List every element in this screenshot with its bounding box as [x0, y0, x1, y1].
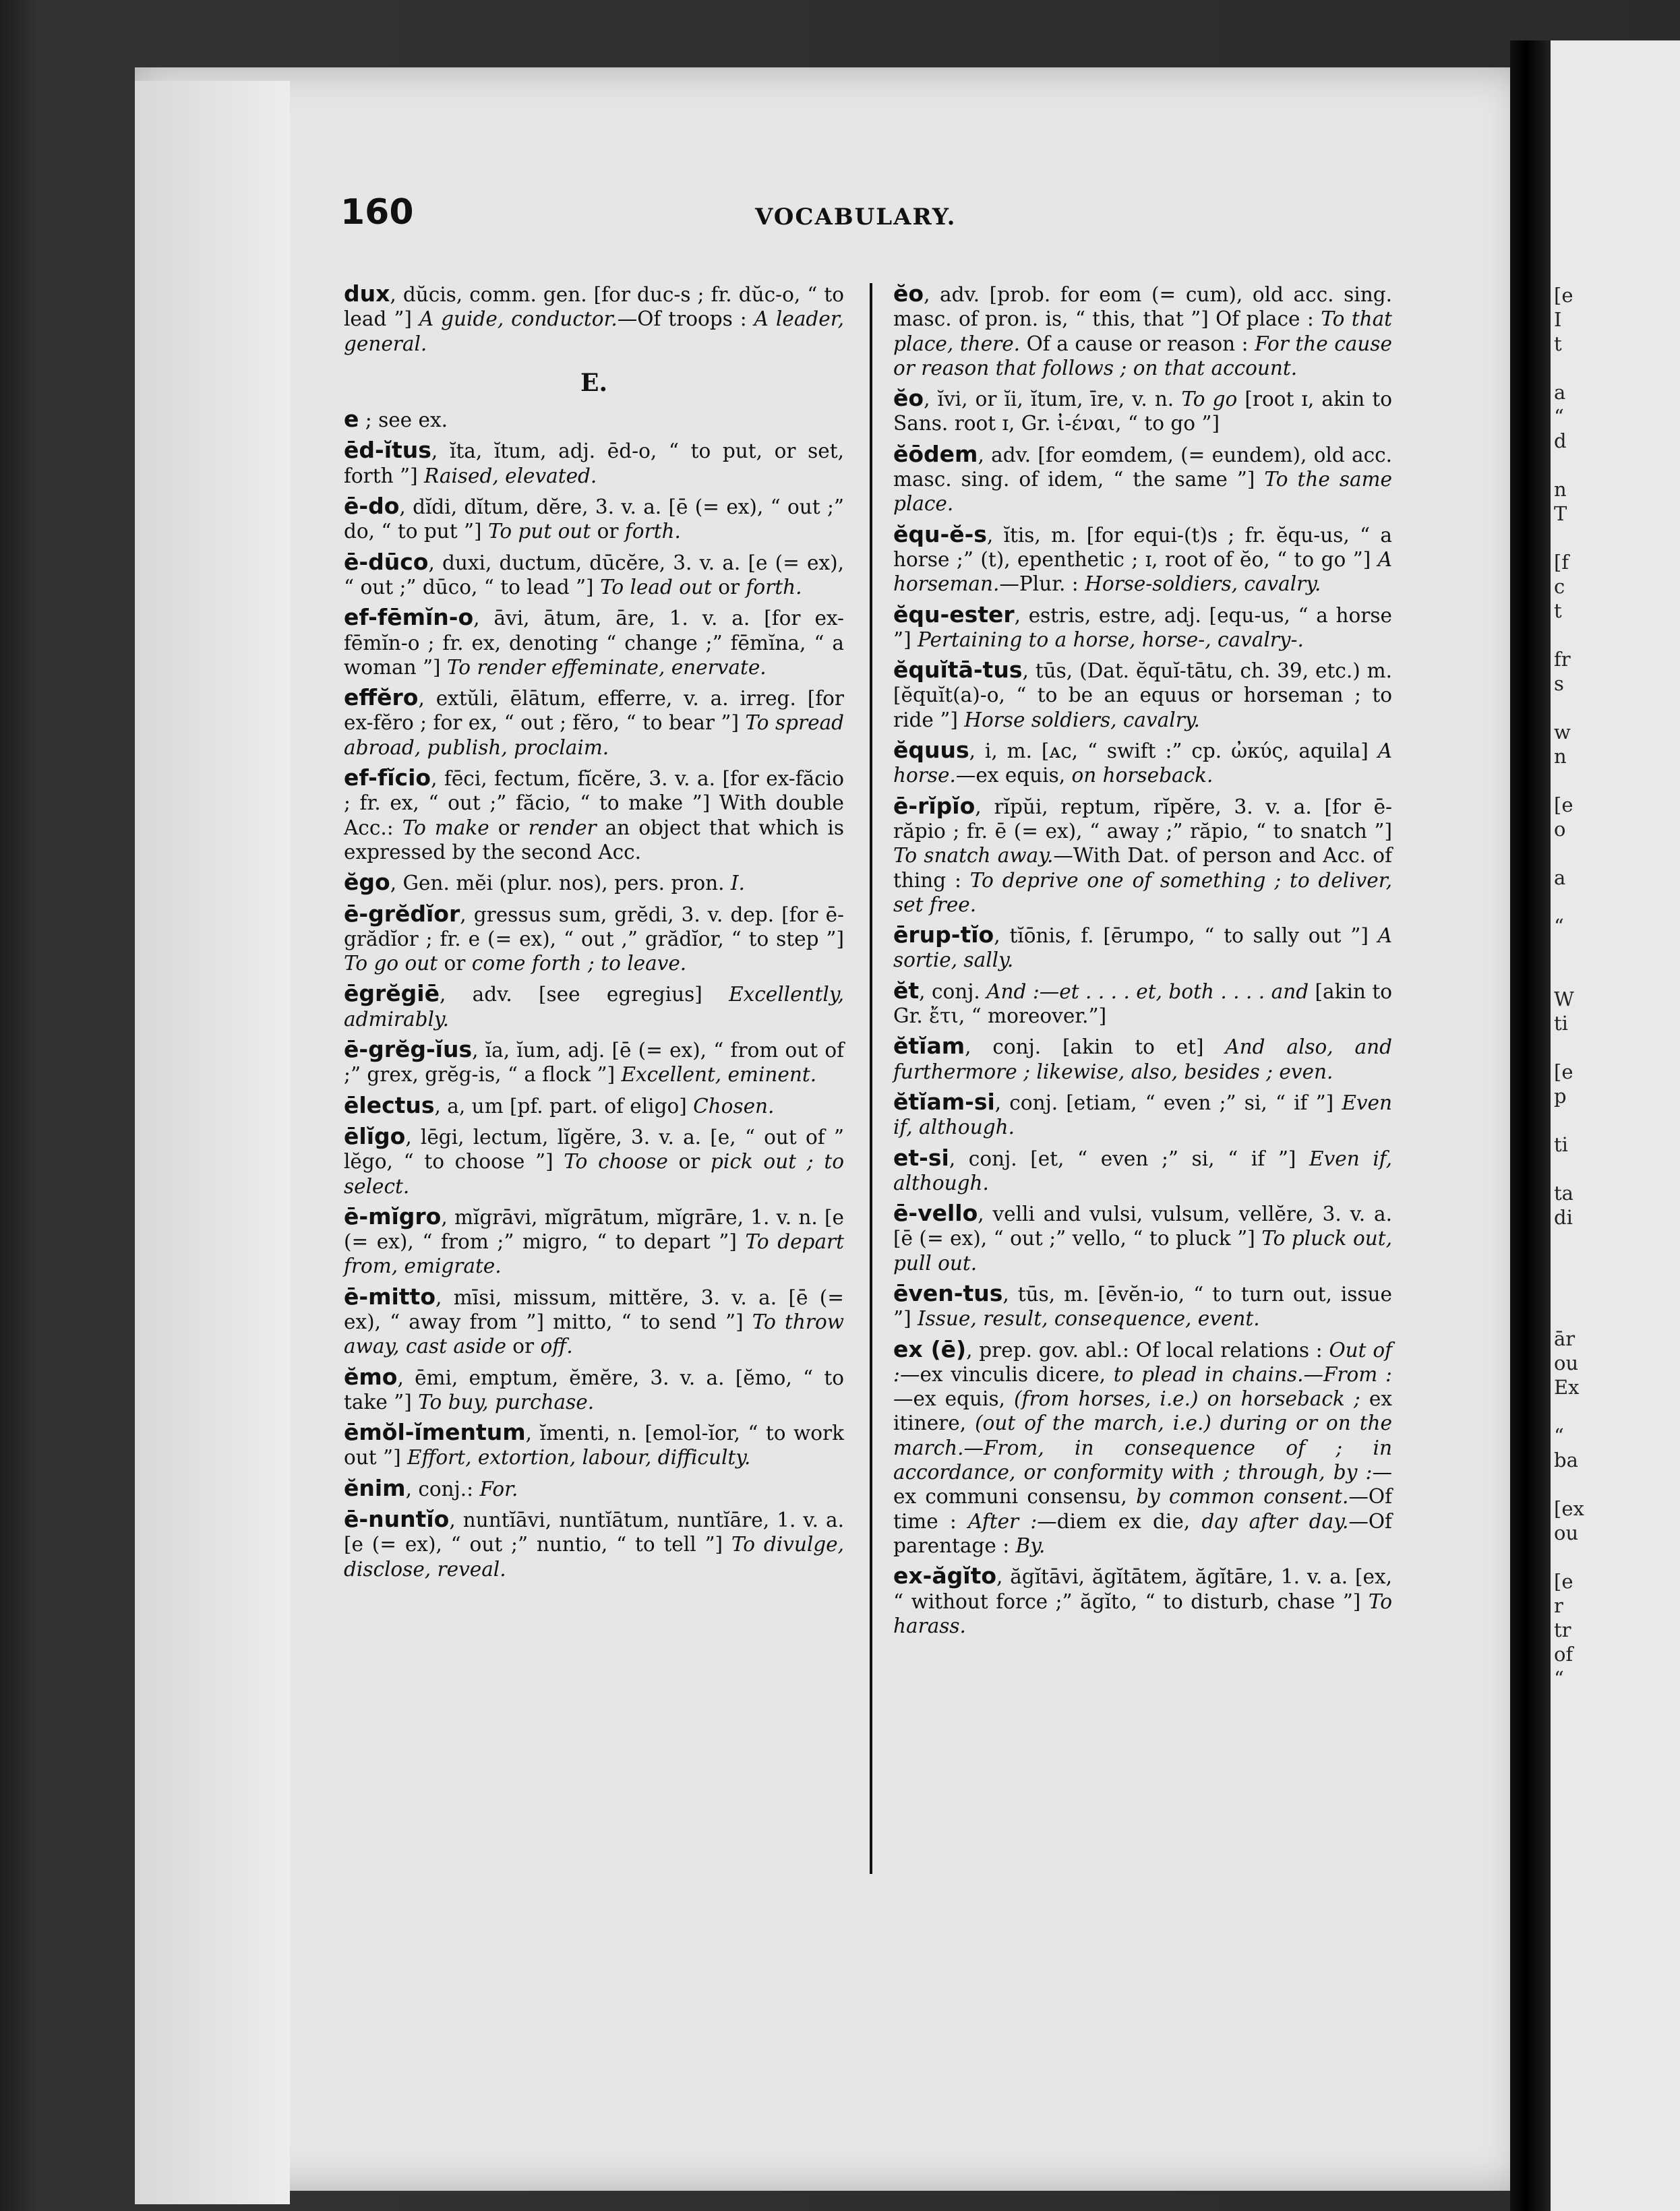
headword: ĕnim — [344, 1474, 406, 1501]
entry-definition: —Of time : — [893, 1485, 1392, 1533]
entry-definition: ; see ex. — [359, 408, 448, 432]
entry-translation: day after day. — [1201, 1509, 1349, 1533]
entry-translation: I. — [730, 872, 745, 895]
entry-translation: render — [528, 816, 597, 839]
entry-definition: , ĭta, ĭtum, adj. ēd-o, “ to put, or set, forth ”] — [344, 440, 844, 487]
entry-definition: , ēmi, emptum, ĕmĕre, 3. v. a. [ĕmo, “ to take ”] — [344, 1366, 844, 1414]
next-page-fragment: o — [1554, 818, 1566, 841]
next-page-fragment — [1554, 1108, 1680, 1132]
headword: ē-grĕdĭor — [344, 900, 460, 927]
entry-definition: Of troops : — [637, 307, 754, 331]
entry-definition: , extŭli, ēlātum, efferre, v. a. irreg. [for ex-fĕro ; for ex, “ out ; fĕro, “ to bear ”] — [344, 687, 844, 735]
next-page-fragment — [1554, 1302, 1680, 1327]
entry-definition: , dŭcis, comm. gen. [for duc-s ; fr. dŭc-o, “ to lead ”] — [344, 283, 844, 331]
next-page-fragment: W — [1554, 988, 1574, 1010]
next-page-fragment — [1554, 453, 1680, 477]
entry-translation: To lead out — [599, 575, 712, 599]
entry-definition: —diem ex die, — [1037, 1509, 1202, 1533]
dictionary-entry — [893, 1034, 1392, 1084]
next-page-fragment — [1554, 1157, 1680, 1181]
dictionary-entry — [344, 282, 844, 356]
next-page-fragment: s — [1554, 672, 1564, 695]
entry-definition: , estris, estre, adj. [equ-us, “ a horse ”] — [893, 603, 1392, 651]
headword: ē-mĭgro — [344, 1203, 442, 1230]
dictionary-entry — [893, 738, 1392, 788]
entry-translation: off. — [540, 1335, 573, 1358]
entry-definition: or — [591, 520, 625, 543]
next-page-fragment — [1554, 356, 1680, 380]
entry-definition: , a, um [pf. part. of eligo] — [434, 1094, 694, 1118]
entry-translation: Issue, result, consequence, event. — [917, 1307, 1260, 1331]
headword: ef-fēmĭn-o — [344, 604, 474, 631]
dictionary-entry — [344, 766, 844, 864]
entry-definition: [root ɪ, akin to Sans. root ɪ, Gr. ἰ-έναι, “ to go ”] — [893, 388, 1392, 435]
next-page-fragment — [1554, 890, 1680, 914]
dictionary-entry — [344, 1205, 844, 1279]
next-page-fragment: w — [1554, 721, 1571, 744]
entry-translation: After : — [968, 1509, 1038, 1533]
entry-translation: Horse soldiers, cavalry. — [964, 708, 1200, 731]
entry-definition: , conj.: — [405, 1477, 480, 1501]
entry-translation: To go — [1181, 388, 1238, 411]
dictionary-entry — [344, 1285, 844, 1359]
dictionary-entry — [893, 442, 1392, 516]
entry-definition: ex itinere, — [893, 1387, 1392, 1435]
entry-definition: , conj. — [919, 979, 987, 1003]
entry-definition: or — [489, 816, 529, 839]
entry-definition: , conj. [akin to et] — [965, 1035, 1226, 1059]
headword: ex (ē) — [893, 1335, 967, 1362]
entry-translation: To deprive one of something ; to deliver, set free. — [893, 868, 1393, 916]
dictionary-entry — [893, 1201, 1392, 1275]
entry-translation: A leader, general. — [344, 307, 844, 355]
headword: ĕqu-ĕ-s — [893, 520, 987, 547]
next-page-fragment — [1554, 768, 1680, 793]
headword: ex-ăgĭto — [893, 1563, 997, 1589]
entry-translation: (from horses, i.e.) on horseback ; — [1014, 1387, 1360, 1411]
dictionary-entry — [344, 1124, 844, 1199]
headword: ē-grĕg-ĭus — [344, 1036, 473, 1063]
entry-translation: Out of : — [893, 1338, 1393, 1386]
dictionary-entry — [344, 870, 844, 895]
headword: ĕt — [893, 977, 920, 1004]
next-page-fragment: ba — [1554, 1449, 1578, 1472]
column-divider — [870, 283, 872, 1874]
next-page-fragment: di — [1554, 1206, 1573, 1229]
entry-translation: To divulge, disclose, reveal. — [344, 1533, 845, 1581]
entry-translation: And also, and furthermore ; likewise, also, besides ; even. — [893, 1035, 1392, 1083]
dictionary-entry — [893, 1564, 1392, 1638]
entry-translation: To spread abroad, publish, proclaim. — [344, 711, 844, 759]
entry-translation: To throw away, cast aside — [344, 1310, 844, 1358]
headword: ē-nuntĭo — [344, 1506, 450, 1533]
headword: ĕōdem — [893, 440, 978, 467]
entry-definition: —ex communi consensu, — [893, 1461, 1392, 1509]
entry-definition: , gressus sum, grĕdi, 3. v. dep. [for ē-grădĭor ; fr. e (= ex), “ out ,” grădĭor, “ to step ”] — [344, 903, 844, 950]
entry-definition: or — [506, 1335, 541, 1358]
next-page-fragment — [1554, 1545, 1680, 1569]
dictionary-entry — [344, 981, 844, 1031]
page-edge — [135, 81, 290, 2204]
dictionary-entry — [893, 386, 1392, 436]
next-page-fragment: ti — [1554, 1133, 1568, 1156]
next-page-fragment — [1554, 1254, 1680, 1278]
entry-definition: , ĭtis, m. [for equi-(t)s ; fr. ĕqu-us, “ a horse ;” (t), epenthetic ; ɪ, root of ĕo, “ to go ”] — [893, 523, 1392, 571]
dictionary-entry — [893, 1090, 1392, 1140]
dictionary-entry — [344, 1365, 844, 1415]
next-page-fragment — [1554, 526, 1680, 550]
entry-definition: or — [667, 1150, 711, 1174]
headword: dux — [344, 280, 390, 307]
entry-definition: , mĭgrāvi, mĭgrātum, mĭgrāre, 1. v. n. [e (= ex), “ from ;” migro, “ to depart ”] — [344, 1205, 844, 1254]
next-page-fragment — [1554, 1035, 1680, 1060]
dictionary-entry — [893, 603, 1392, 653]
page-header: VOCABULARY. — [755, 204, 957, 231]
headword: ēlectus — [344, 1091, 435, 1118]
entry-definition: , conj. [etiam, “ even ;” si, “ if ”] — [994, 1091, 1342, 1114]
next-page-fragment — [1554, 1472, 1680, 1496]
entry-definition: an object that which is expressed by the second Acc. — [344, 816, 844, 864]
entry-translation: Raised, elevated. — [423, 464, 597, 487]
entry-translation: forth. — [746, 575, 802, 599]
next-page-fragment: ti — [1554, 1012, 1568, 1035]
dictionary-entry — [893, 522, 1392, 597]
entry-translation: To snatch away. — [893, 844, 1054, 868]
next-page-fragment: [f — [1554, 551, 1569, 574]
entry-translation: Effort, extortion, labour, difficulty. — [407, 1446, 751, 1470]
right-column — [893, 282, 1392, 1644]
entry-translation: To put out — [487, 520, 591, 543]
next-page-fragment: Ex — [1554, 1376, 1580, 1399]
next-page-fragment: c — [1554, 575, 1565, 598]
entry-translation: forth. — [624, 520, 681, 543]
entry-translation: Horse-soldiers, cavalry. — [1085, 572, 1321, 596]
book-gutter — [1510, 40, 1551, 2211]
next-page-fragment — [1554, 841, 1680, 866]
next-page-fragment: t — [1554, 599, 1562, 622]
page-number: 160 — [340, 192, 414, 233]
entry-definition: , lēgi, lectum, lĭgĕre, 3. v. a. [e, “ out of ” lĕgo, “ to choose ”] — [344, 1125, 844, 1174]
next-page-fragment — [1554, 963, 1680, 987]
next-page-fragment: T — [1554, 502, 1567, 525]
entry-translation: A horse. — [893, 739, 1392, 787]
next-page-fragment: tr — [1554, 1618, 1571, 1641]
next-page-fragment: a — [1554, 866, 1566, 889]
entry-definition: —ex vinculis dicere, — [899, 1362, 1114, 1386]
headword: ĕo — [893, 385, 924, 412]
headword: ēd-ĭtus — [344, 437, 431, 464]
entry-translation: by common consent. — [1136, 1485, 1349, 1509]
dictionary-entry — [344, 550, 844, 600]
headword: ĕtĭam — [893, 1033, 965, 1060]
entry-translation: Pertaining to a horse, horse-, cavalry-. — [917, 628, 1304, 651]
headword: ērup-tĭo — [893, 921, 994, 948]
headword: ē-mitto — [344, 1283, 436, 1310]
next-page-fragment — [1554, 696, 1680, 720]
dictionary-entry — [344, 494, 844, 544]
entry-translation: To pluck out, pull out. — [893, 1227, 1392, 1275]
dictionary-entry — [893, 282, 1392, 380]
headword: ēven-tus — [893, 1279, 1003, 1306]
entry-definition: Of a cause or reason : — [1020, 332, 1255, 355]
entry-definition: , tūs, (Dat. ĕquĭ-tātu, ch. 39, etc.) m. [ĕquĭt(a)-o, “ to be an equus or horseman ; to ride ”] — [893, 659, 1392, 731]
next-page-fragment: [e — [1554, 793, 1573, 816]
entry-translation: To depart from, emigrate. — [344, 1230, 844, 1278]
entry-definition: , tĭōnis, f. [ērumpo, “ to sally out ”] — [994, 924, 1378, 948]
section-letter: E. — [580, 368, 607, 397]
dictionary-entry — [344, 438, 844, 488]
next-page-fragment — [1554, 1230, 1680, 1254]
entry-definition: , adv. [prob. for eom (= cum), old acc. sing. masc. of pron. is, “ this, that ”] Of place : — [893, 283, 1392, 331]
headword: ē-vello — [893, 1200, 978, 1227]
next-page-fragment: r — [1554, 1594, 1563, 1617]
entry-translation: To the same place. — [893, 468, 1392, 516]
headword: ĕqu-ester — [893, 601, 1015, 628]
entry-definition: , tūs, m. [ēvĕn-io, “ to turn out, issue ”] — [893, 1282, 1392, 1331]
next-page-fragment: ou — [1554, 1521, 1579, 1544]
entry-definition: —Plur. : — [999, 572, 1085, 596]
dictionary-entry — [893, 794, 1392, 917]
entry-definition: , ĭa, ĭum, adj. [ē (= ex), “ from out of ;” grex, grĕg-is, “ a flock ”] — [344, 1039, 844, 1087]
headword: e — [344, 406, 359, 433]
next-page-fragment: ār — [1554, 1327, 1576, 1350]
dictionary-entry — [344, 1476, 844, 1501]
entry-definition: , nuntĭāvi, nuntĭātum, nuntĭāre, 1. v. a. [e (= ex), “ out ;” nuntio, “ to tell ”] — [344, 1509, 844, 1556]
entry-translation: on horseback. — [1071, 764, 1213, 787]
dictionary-entry — [893, 979, 1392, 1029]
left-column — [344, 282, 844, 1587]
next-page-fragment: [e — [1554, 1570, 1573, 1593]
next-page-fragment — [1554, 938, 1680, 963]
dictionary-entry — [893, 658, 1392, 732]
next-page-fragment: d — [1554, 429, 1567, 452]
headword: ĕo — [893, 280, 924, 307]
headword: ē-rĭpĭo — [893, 792, 976, 819]
entry-definition: —ex equis, — [955, 764, 1072, 787]
headword: ĕmo — [344, 1363, 398, 1390]
entry-definition: [akin to Gr. ἔτι, “ moreover.”] — [893, 979, 1392, 1028]
entry-translation: (out of the march, i.e.) during or on the march.—From, in consequence of ; in accordance, or conformity with ; through, by : — [893, 1412, 1393, 1484]
headword: ēgrĕgiē — [344, 980, 440, 1007]
headword: ēlĭgo — [344, 1122, 406, 1149]
next-page-fragment: [e — [1554, 284, 1573, 307]
next-page-fragments — [1554, 283, 1680, 1901]
headword: ē-dūco — [344, 548, 429, 575]
next-page-fragment — [1554, 1278, 1680, 1302]
next-page-fragment: ou — [1554, 1352, 1579, 1374]
entry-translation: To render effeminate, enervate. — [446, 655, 767, 679]
entry-translation: To make — [402, 816, 489, 839]
entry-definition: or — [438, 952, 472, 975]
headword: effĕro — [344, 684, 419, 711]
entry-translation: To go out — [344, 952, 438, 975]
dictionary-entry — [344, 1037, 844, 1087]
entry-definition: , fēci, fectum, fĭcĕre, 3. v. a. [for ex-făcio ; fr. ex, “ out ;” făcio, “ to make ”] With double Acc.: — [344, 767, 844, 839]
next-page-fragment — [1554, 623, 1680, 647]
next-page-fragment: “ — [1554, 405, 1564, 428]
entry-definition: , ĭvi, or ĭi, ĭtum, īre, v. n. — [924, 388, 1182, 411]
dictionary-entry — [893, 1281, 1392, 1331]
dictionary-entry — [344, 1093, 844, 1118]
entry-definition: , āvi, ātum, āre, 1. v. a. [for ex-fēmĭn-o ; fr. ex, denoting “ change ;” fēmĭna, “ a woman ”] — [344, 607, 844, 679]
dictionary-entry — [344, 1507, 844, 1581]
entry-translation: Chosen. — [693, 1094, 775, 1118]
entry-definition: , ăgĭtāvi, ăgĭtātem, ăgĭtāre, 1. v. a. [ex, “ without force ;” ăgĭto, “ to disturb, chase ”] — [893, 1565, 1392, 1613]
entry-translation: to plead in chains.—From : — [1113, 1362, 1392, 1386]
entry-definition: —With Dat. of person and Acc. of thing : — [893, 844, 1392, 892]
headword: ĕquus — [893, 737, 969, 764]
entry-translation: A sortie, sally. — [893, 924, 1392, 972]
entry-translation: come forth ; to leave. — [471, 952, 687, 975]
entry-definition: , velli and vulsi, vulsum, vellĕre, 3. v. a. [ē (= ex), “ out ;” vello, “ to pluck ”] — [893, 1203, 1392, 1250]
dictionary-entry — [893, 1337, 1392, 1558]
dictionary-entry — [344, 605, 844, 679]
entry-definition: , adv. [for eomdem, (= eundem), old acc. masc. sing. of idem, “ the same ”] — [893, 443, 1392, 491]
next-page-fragment: [e — [1554, 1060, 1573, 1083]
next-page-fragment: [ex — [1554, 1497, 1584, 1520]
next-page-fragment: ta — [1554, 1182, 1573, 1205]
entry-translation: For the cause or reason that follows ; on that account. — [893, 332, 1392, 380]
next-page-fragment — [1554, 1399, 1680, 1424]
next-page-fragment: “ — [1554, 1667, 1564, 1690]
next-page-fragment: p — [1554, 1085, 1567, 1108]
next-page-fragment: of — [1554, 1643, 1573, 1666]
next-page-fragment: n — [1554, 478, 1567, 501]
entry-definition: , duxi, ductum, dūcĕre, 3. v. a. [e (= ex), “ out ;” dūco, “ to lead ”] — [344, 551, 844, 599]
next-page-fragment: fr — [1554, 648, 1571, 671]
entry-translation: To choose — [564, 1150, 668, 1174]
entry-translation: A guide, conductor.— — [419, 307, 638, 331]
headword: ef-fĭcio — [344, 764, 431, 791]
next-page-fragment: t — [1554, 332, 1562, 355]
dictionary-entry — [344, 686, 844, 760]
next-page-fragment: “ — [1554, 915, 1564, 938]
dictionary-entry — [893, 923, 1392, 973]
headword: ēmŏl-ĭmentum — [344, 1419, 526, 1446]
headword: et-si — [893, 1144, 949, 1171]
dictionary-entry — [344, 902, 844, 976]
next-page-fragment: I — [1554, 308, 1562, 331]
entry-definition: , adv. [see egregius] — [439, 983, 729, 1006]
entry-translation: Even if, although. — [893, 1091, 1392, 1139]
entry-definition: , i, m. [ᴀᴄ, “ swift :” cp. ὠκύς, aquila] — [969, 739, 1378, 763]
entry-definition: or — [711, 575, 746, 599]
next-page-fragment: “ — [1554, 1424, 1564, 1447]
dictionary-entry — [344, 407, 844, 432]
headword: ē-do — [344, 493, 400, 520]
headword: ĕtĭam-si — [893, 1088, 995, 1115]
headword: ĕquĭtā-tus — [893, 657, 1023, 684]
entry-translation: Excellently, admirably. — [344, 983, 844, 1031]
next-page-fragment: a — [1554, 381, 1566, 404]
entry-translation: To buy, purchase. — [418, 1390, 595, 1414]
next-page-fragment: n — [1554, 745, 1567, 768]
entry-translation: Even if, although. — [893, 1147, 1393, 1194]
entry-translation: To harass. — [893, 1589, 1392, 1637]
entry-definition: , conj. [et, “ even ;” si, “ if ”] — [949, 1147, 1310, 1170]
entry-definition: , prep. gov. abl.: Of local relations : — [966, 1338, 1329, 1362]
dictionary-entry — [344, 1420, 844, 1470]
headword: ĕgo — [344, 869, 390, 896]
entry-translation: A horseman. — [893, 547, 1392, 596]
entry-translation: By. — [1015, 1534, 1046, 1557]
entry-definition: , ĭmenti, n. [emol-ĭor, “ to work out ”] — [344, 1422, 844, 1470]
entry-translation: For. — [479, 1477, 518, 1501]
entry-translation: To that place, there. — [893, 307, 1393, 355]
entry-definition: —Of parentage : — [893, 1509, 1392, 1557]
entry-translation: And :—et . . . . et, both . . . . and — [986, 979, 1309, 1003]
entry-definition: , mīsi, missum, mittĕre, 3. v. a. [ē (= ex), “ away from ”] mitto, “ to send ”] — [344, 1285, 844, 1333]
entry-definition: , rĭpŭi, reptum, rĭpĕre, 3. v. a. [for ē-răpio ; fr. ē (= ex), “ away ;” răpio, “ to snatch ”] — [893, 795, 1392, 843]
entry-definition: , dĭdi, dĭtum, dĕre, 3. v. a. [ē (= ex), “ out ;” do, “ to put ”] — [344, 495, 844, 543]
entry-translation: pick out ; to select. — [344, 1150, 844, 1198]
dictionary-entry — [893, 1146, 1392, 1196]
entry-definition: —ex equis, — [893, 1387, 1015, 1411]
entry-translation: Excellent, eminent. — [621, 1063, 817, 1087]
entry-definition: , Gen. mĕi (plur. nos), pers. pron. — [390, 872, 731, 895]
